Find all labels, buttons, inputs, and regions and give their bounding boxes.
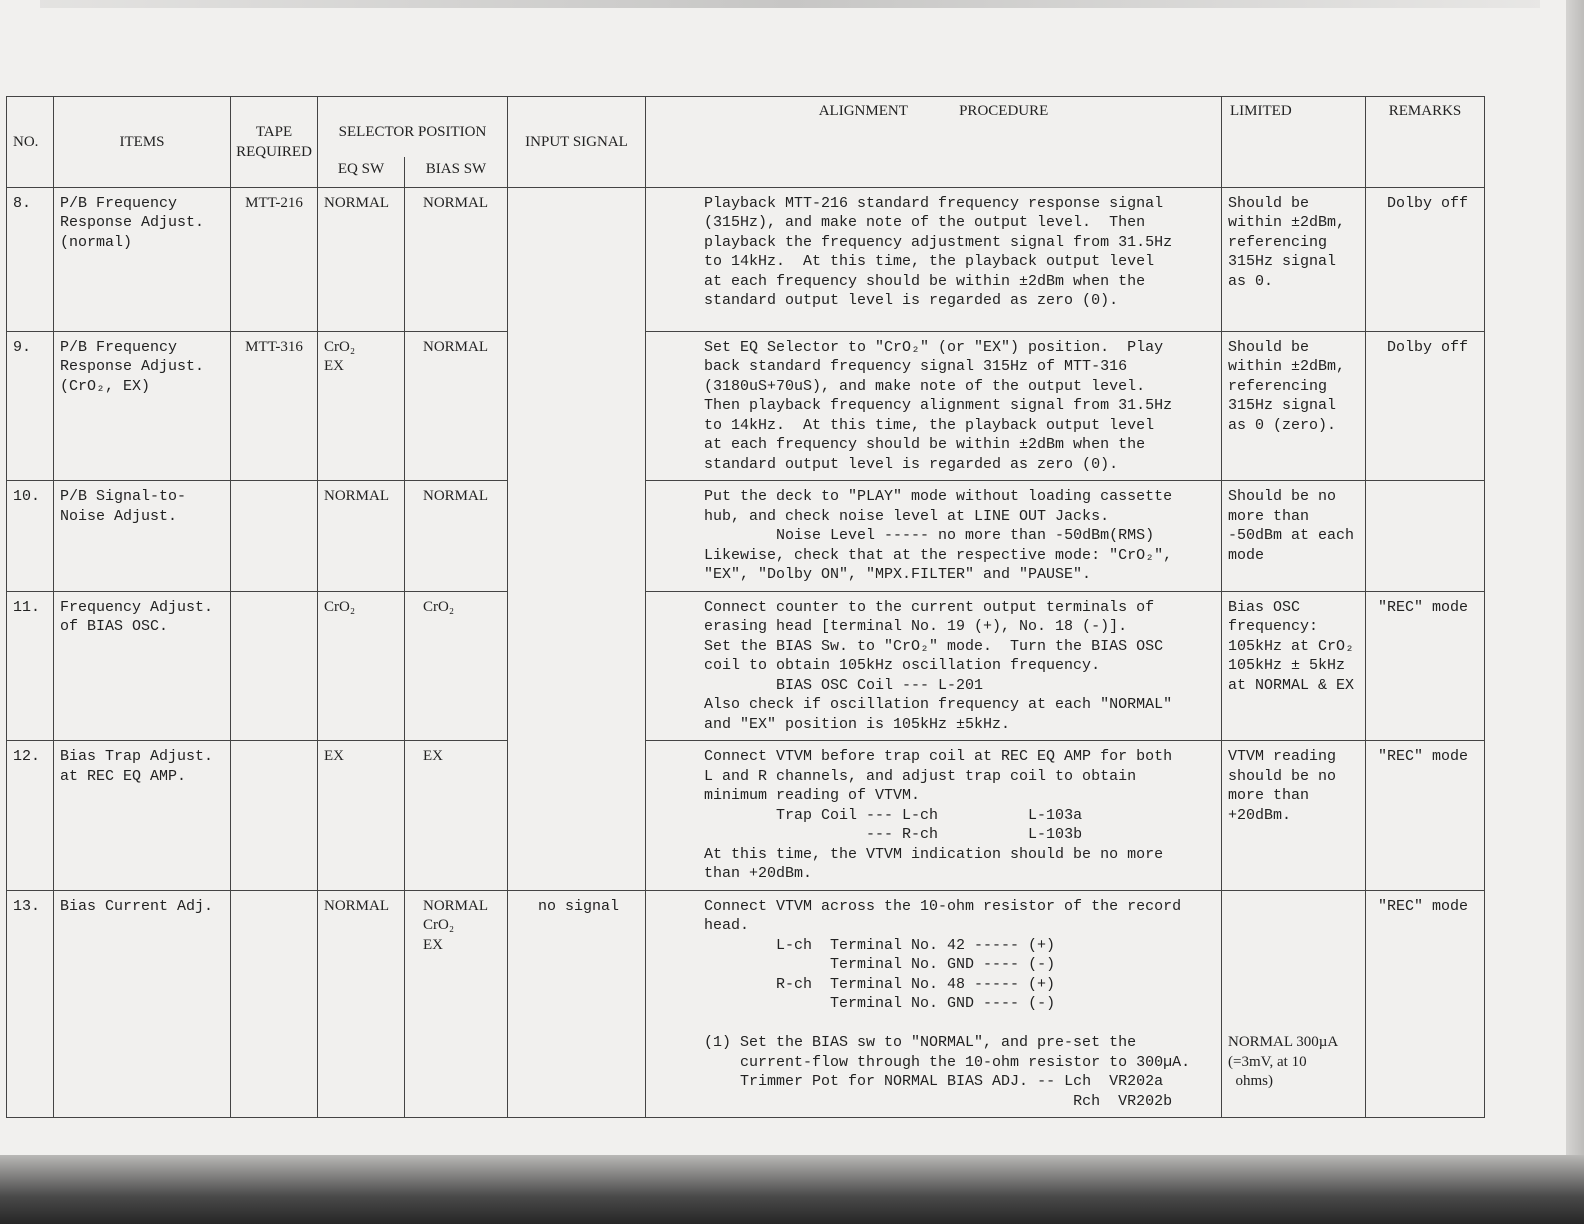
- row-remarks: "REC" mode: [1366, 890, 1485, 1118]
- row-eq-sw: CrO₂: [318, 591, 405, 741]
- table-row: [7, 591, 1485, 741]
- row-tape: [231, 890, 318, 1118]
- header-tape-required: TAPE REQUIRED: [231, 97, 318, 188]
- paper-right-edge: [1566, 0, 1584, 1155]
- row-procedure: Put the deck to "PLAY" mode without loading cassette hub, and check noise level at LINE OUT Jacks. Noise Level ----- no more than -50dBm(RMS) Likewise, check that at the respective mode: "CrO₂", "EX", "Dolby ON", "MPX.FILTER" and "PAUSE".: [646, 481, 1222, 592]
- header-items: ITEMS: [54, 97, 231, 188]
- row-limited: Should be within ±2dBm, referencing 315Hz signal as 0 (zero).: [1222, 331, 1366, 481]
- scan-top-mark: [40, 0, 1540, 8]
- row-limited: Bias OSC frequency: 105kHz at CrO₂ 105kHz ± 5kHz at NORMAL & EX: [1222, 591, 1366, 741]
- scan-bottom-shadow: [0, 1155, 1584, 1224]
- table-row: [7, 890, 1485, 1118]
- row-bias-sw: NORMAL: [405, 331, 508, 481]
- alignment-table: [6, 96, 1485, 1118]
- row-remarks: Dolby off: [1366, 187, 1485, 331]
- row-eq-sw: CrO₂ EX: [318, 331, 405, 481]
- row-item: Frequency Adjust. of BIAS OSC.: [54, 591, 231, 741]
- row-bias-sw: NORMAL: [405, 187, 508, 331]
- row-input-signal: no signal: [508, 890, 646, 1118]
- row-remarks: "REC" mode: [1366, 591, 1485, 741]
- row-remarks: "REC" mode: [1366, 741, 1485, 891]
- row-procedure: Set EQ Selector to "CrO₂" (or "EX") position. Play back standard frequency signal 315Hz of MTT-316 (3180uS+70uS), and make note of the output level. Then playback frequency alignment signal from 31.5Hz to 14kHz. At this time, the playback output level at each frequency should be within ±2dBm when the standard output level is regarded as zero (0).: [646, 331, 1222, 481]
- row-item: P/B Signal-to- Noise Adjust.: [54, 481, 231, 592]
- table-row: [7, 331, 1485, 481]
- header-alignment-procedure: [646, 97, 1222, 188]
- row-limited: Should be no more than -50dBm at each mode: [1222, 481, 1366, 592]
- row-procedure: Connect VTVM before trap coil at REC EQ AMP for both L and R channels, and adjust trap coil to obtain minimum reading of VTVM. Trap Coil --- L-ch L-103a --- R-ch L-103b At this time, the VTVM indication should be no more than +20dBm.: [646, 741, 1222, 891]
- row-eq-sw: NORMAL: [318, 187, 405, 331]
- row-bias-sw: NORMAL CrO₂ EX: [405, 890, 508, 1118]
- row-limited: VTVM reading should be no more than +20dBm.: [1222, 741, 1366, 891]
- row-tape: MTT-216: [231, 187, 318, 331]
- table-row: [7, 481, 1485, 592]
- row-no: 10.: [7, 481, 54, 592]
- row-tape: [231, 481, 318, 592]
- row-procedure: Connect counter to the current output terminals of erasing head [terminal No. 19 (+), No. 18 (-)]. Set the BIAS Sw. to "CrO₂" mode. Turn the BIAS OSC coil to obtain 105kHz oscillation frequency. BIAS OSC Coil --- L-201 Also check if oscillation frequency at each "NORMAL" and "EX" position is 105kHz ±5kHz.: [646, 591, 1222, 741]
- row-tape: [231, 741, 318, 891]
- row-no: 12.: [7, 741, 54, 891]
- row-eq-sw: EX: [318, 741, 405, 891]
- table-row: [7, 741, 1485, 891]
- table-row: [7, 187, 1485, 331]
- row-eq-sw: NORMAL: [318, 890, 405, 1118]
- row-remarks: [1366, 481, 1485, 592]
- row-limited: Should be within ±2dBm, referencing 315Hz signal as 0.: [1222, 187, 1366, 331]
- row-eq-sw: NORMAL: [318, 481, 405, 592]
- row-item: Bias Current Adj.: [54, 890, 231, 1118]
- row-no: 11.: [7, 591, 54, 741]
- row-item: Bias Trap Adjust. at REC EQ AMP.: [54, 741, 231, 891]
- row-remarks: Dolby off: [1366, 331, 1485, 481]
- row-input-signal: [508, 187, 646, 890]
- header-bias-sw: BIAS SW: [405, 157, 508, 188]
- row-bias-sw: CrO₂: [405, 591, 508, 741]
- header-eq-sw: EQ SW: [318, 157, 405, 188]
- row-no: 9.: [7, 331, 54, 481]
- row-item: P/B Frequency Response Adjust. (CrO₂, EX): [54, 331, 231, 481]
- header-remarks: REMARKS: [1366, 97, 1485, 188]
- row-bias-sw: EX: [405, 741, 508, 891]
- header-limited: LIMITED: [1222, 97, 1366, 188]
- row-no: 8.: [7, 187, 54, 331]
- row-item: P/B Frequency Response Adjust. (normal): [54, 187, 231, 331]
- row-bias-sw: NORMAL: [405, 481, 508, 592]
- header-procedure: PROCEDURE: [959, 103, 1049, 119]
- row-no: 13.: [7, 890, 54, 1118]
- row-limited: NORMAL 300µA (=3mV, at 10 ohms): [1222, 890, 1366, 1118]
- row-procedure: Connect VTVM across the 10-ohm resistor of the record head. L-ch Terminal No. 42 ----- (+) Terminal No. GND ---- (-) R-ch Terminal No. 48 ----- (+) Terminal No. GND ---- (-) (1) Set the BIAS sw to "NORMAL", and pre-set the current-flow through the 10-ohm resistor to 300µA. Trimmer Pot for NORMAL BIAS ADJ. -- Lch VR202a Rch VR202b: [646, 890, 1222, 1118]
- header-no: NO.: [7, 97, 54, 188]
- header-selector-position: SELECTOR POSITION: [318, 97, 508, 157]
- row-tape: [231, 591, 318, 741]
- header-input-signal: INPUT SIGNAL: [508, 97, 646, 188]
- row-procedure: Playback MTT-216 standard frequency response signal (315Hz), and make note of the output level. Then playback the frequency adjustment signal from 31.5Hz to 14kHz. At this time, the playback output level at each frequency should be within ±2dBm when the standard output level is regarded as zero (0).: [646, 187, 1222, 331]
- row-tape: MTT-316: [231, 331, 318, 481]
- header-alignment: ALIGNMENT: [818, 103, 908, 119]
